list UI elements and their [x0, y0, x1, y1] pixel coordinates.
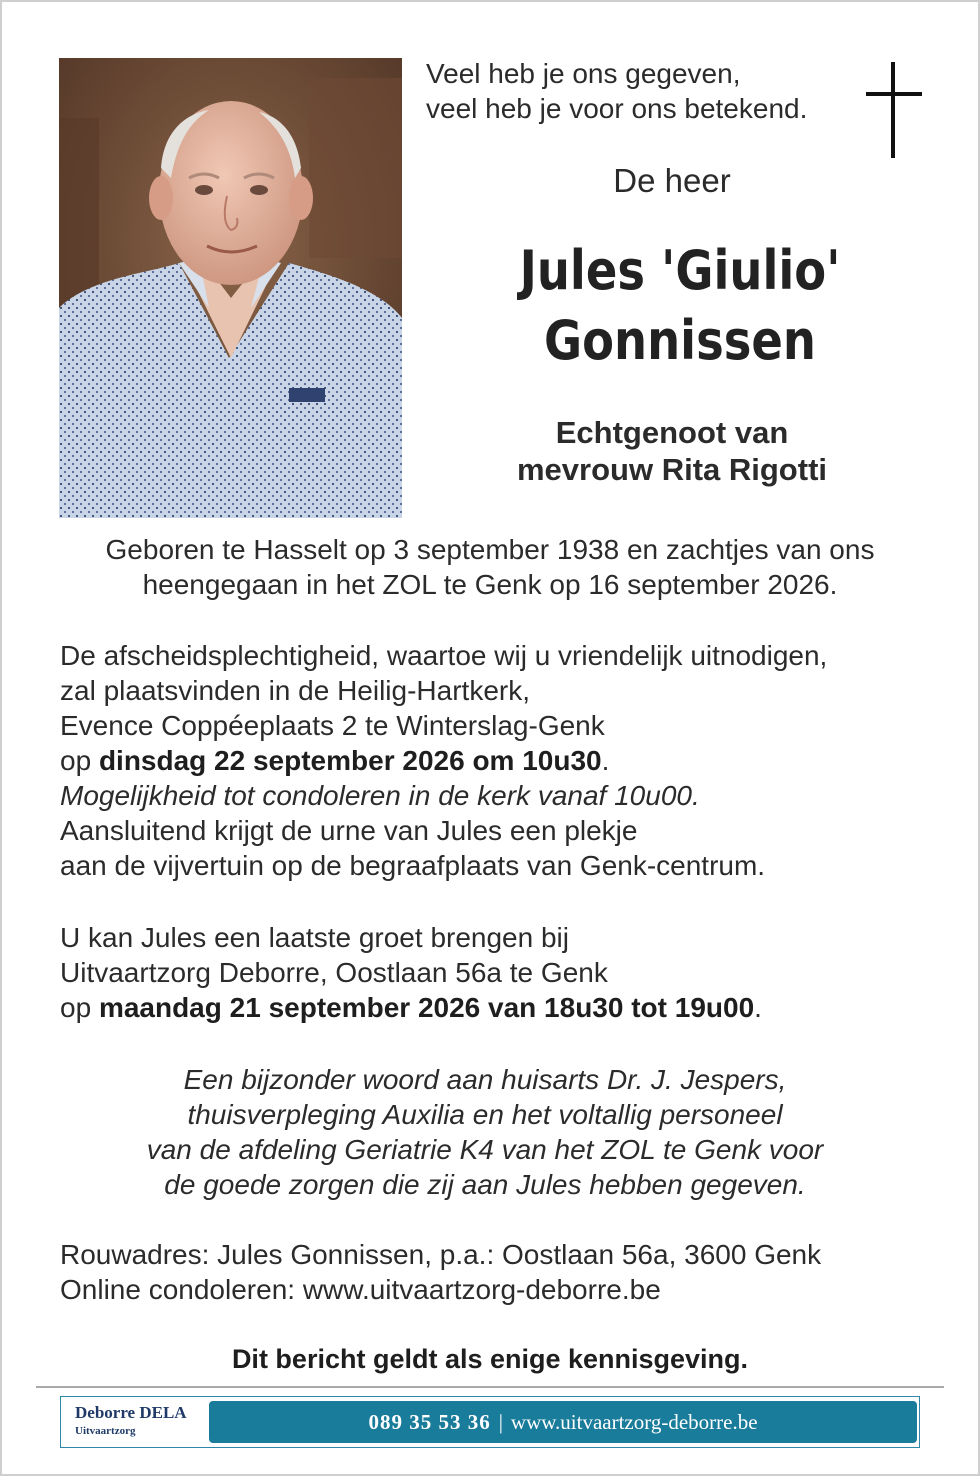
visit-line-1: U kan Jules een laatste groet brengen bij	[60, 922, 569, 953]
logo-line-1: Deborre DELA	[75, 1403, 187, 1422]
funeral-home-footer	[60, 1396, 920, 1448]
visitation-details	[60, 920, 940, 1025]
sole-notice: Dit bericht geldt als enige kennisgeving.	[231, 1344, 749, 1374]
thanks-line-3: van de afdeling Geriatrie K4 van het ZOL te Genk voor	[146, 1134, 824, 1165]
spouse-info	[430, 414, 914, 488]
visit-date-suffix: .	[754, 992, 762, 1023]
birth-death-info	[40, 532, 940, 602]
visit-line-2: Uitvaartzorg Deborre, Oostlaan 56a te Genk	[60, 957, 608, 988]
thanks-line-1: Een bijzonder woord aan huisarts Dr. J. Jespers,	[183, 1064, 787, 1095]
thanks-line-4: de goede zorgen die zij aan Jules hebben gegeven.	[164, 1169, 806, 1200]
visit-date-line	[60, 990, 940, 1025]
quote-line-1: Veel heb je ons gegeven,	[426, 58, 741, 89]
separator: |	[498, 1410, 503, 1434]
website-link[interactable]: www.uitvaartzorg-deborre.be	[510, 1410, 758, 1434]
deceased-name	[448, 236, 912, 376]
ceremony-date-prefix: op	[60, 745, 99, 776]
thanks-line-2: thuisverpleging Auxilia en het voltallig personeel	[187, 1099, 783, 1130]
ceremony-details	[60, 638, 940, 883]
name-line-2: Gonnissen	[544, 309, 816, 372]
thanks-message	[60, 1062, 910, 1202]
honorific: De heer	[613, 162, 731, 199]
ceremony-line-6: Aansluitend krijgt de urne van Jules een plekje	[60, 815, 638, 846]
contact-bar	[209, 1401, 917, 1443]
cross-icon	[866, 62, 922, 158]
spouse-line-2: mevrouw Rita Rigotti	[516, 452, 827, 487]
quote-line-2: veel heb je voor ons betekend.	[426, 93, 808, 124]
ceremony-date-line	[60, 743, 940, 778]
phone-number[interactable]: 089 35 53 36	[368, 1410, 491, 1434]
ceremony-line-1: De afscheidsplechtigheid, waartoe wij u vriendelijk uitnodigen,	[60, 640, 828, 671]
logo-line-2: Uitvaartzorg	[75, 1425, 136, 1437]
born-line-1: Geboren te Hasselt op 3 september 1938 en zachtjes van ons	[105, 534, 875, 565]
ceremony-date-suffix: .	[601, 745, 610, 776]
visit-date: maandag 21 september 2026 van 18u30 tot 19u00	[98, 992, 755, 1023]
mourning-address: Rouwadres: Jules Gonnissen, p.a.: Oostlaan 56a, 3600 Genk	[60, 1239, 822, 1270]
ceremony-date: dinsdag 22 september 2026 om 10u30	[98, 745, 602, 776]
memorial-quote	[426, 56, 856, 126]
born-line-2: heengegaan in het ZOL te Genk op 16 september 2026.	[142, 569, 838, 600]
ceremony-line-2: zal plaatsvinden in de Heilig-Hartkerk,	[60, 675, 530, 706]
online-condolence: Online condoleren: www.uitvaartzorg-deborre.be	[60, 1274, 661, 1305]
portrait-photo	[59, 58, 402, 518]
ceremony-line-7: aan de vijvertuin op de begraafplaats van Genk-centrum.	[60, 850, 766, 881]
divider	[36, 1386, 944, 1388]
contact-info	[60, 1237, 940, 1307]
funeral-home-logo	[75, 1403, 215, 1443]
ceremony-line-3: Evence Coppéeplaats 2 te Winterslag-Genk	[60, 710, 605, 741]
spouse-line-1: Echtgenoot van	[555, 415, 789, 450]
name-line-1: Jules 'Giulio'	[519, 239, 841, 302]
condolence-note: Mogelijkheid tot condoleren in de kerk vanaf 10u00.	[60, 780, 700, 811]
visit-date-prefix: op	[60, 992, 99, 1023]
